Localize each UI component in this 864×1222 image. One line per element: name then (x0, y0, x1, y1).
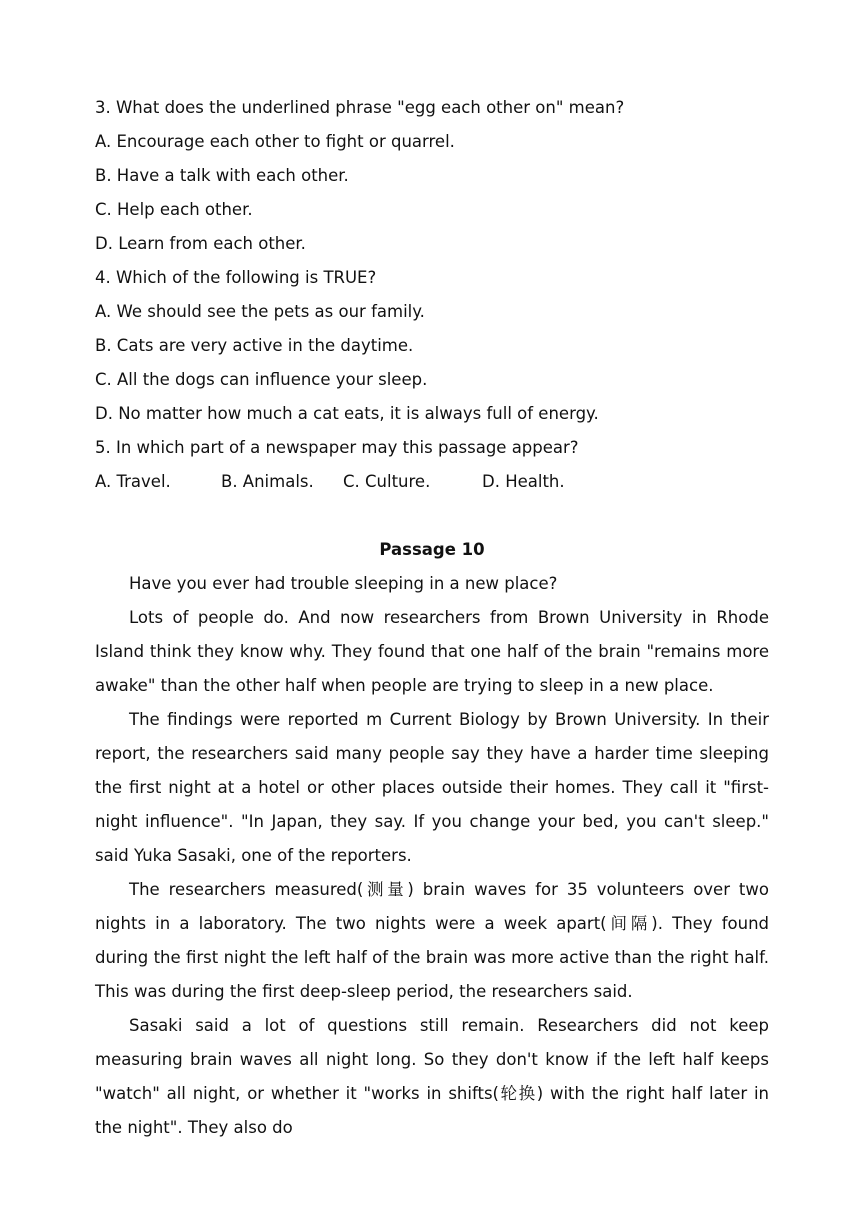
question-5-options (95, 468, 769, 502)
question-4-option-a: A. We should see the pets as our family. (95, 302, 425, 321)
question-3-option-c: C. Help each other. (95, 200, 253, 219)
document-page (95, 94, 769, 1148)
question-4-option-c: C. All the dogs can influence your sleep. (95, 370, 428, 389)
question-4-option-b: B. Cats are very active in the daytime. (95, 336, 414, 355)
question-3-option-d: D. Learn from each other. (95, 234, 306, 253)
question-5-option-b: B. Animals. (221, 472, 314, 491)
passage-paragraph-2: Lots of people do. And now researchers from Brown University in Rhode Island think they know why. They found that one half of the brain "remains more awake" than the other half when people are trying to sleep in a new place. (95, 608, 769, 695)
question-5-option-a: A. Travel. (95, 472, 171, 491)
question-4-stem: 4. Which of the following is TRUE? (95, 268, 377, 287)
question-4-option-d: D. No matter how much a cat eats, it is always full of energy. (95, 404, 599, 423)
question-5-option-c: C. Culture. (343, 472, 431, 491)
question-3-option-b: B. Have a talk with each other. (95, 166, 349, 185)
question-5-option-d: D. Health. (482, 472, 565, 491)
passage-paragraph-3: The findings were reported m Current Biology by Brown University. In their report, the researchers said many people say they have a harder time sleeping the first night at a hotel or other places outside their homes. They call it "first-night influence". "In Japan, they say. If you change your bed, you can't sleep." said Yuka Sasaki, one of the reporters. (95, 710, 769, 865)
question-3-stem: 3. What does the underlined phrase "egg each other on" mean? (95, 98, 625, 117)
question-5-stem: 5. In which part of a newspaper may this passage appear? (95, 438, 579, 457)
question-3-option-a: A. Encourage each other to fight or quarrel. (95, 132, 455, 151)
passage-title: Passage 10 (379, 540, 485, 559)
passage-paragraph-5: Sasaki said a lot of questions still remain. Researchers did not keep measuring brain waves all night long. So they don't know if the left half keeps "watch" all night, or whether it "works in shifts(轮换) with the right half later in the night". They also do (95, 1016, 769, 1137)
section-spacer (95, 502, 769, 536)
passage-paragraph-4: The researchers measured(测量) brain waves for 35 volunteers over two nights in a laboratory. The two nights were a week apart(间隔). They found during the first night the left half of the brain was more active than the right half. This was during the first deep-sleep period, the researchers said. (95, 880, 769, 1001)
passage-paragraph-1: Have you ever had trouble sleeping in a new place? (129, 574, 558, 593)
